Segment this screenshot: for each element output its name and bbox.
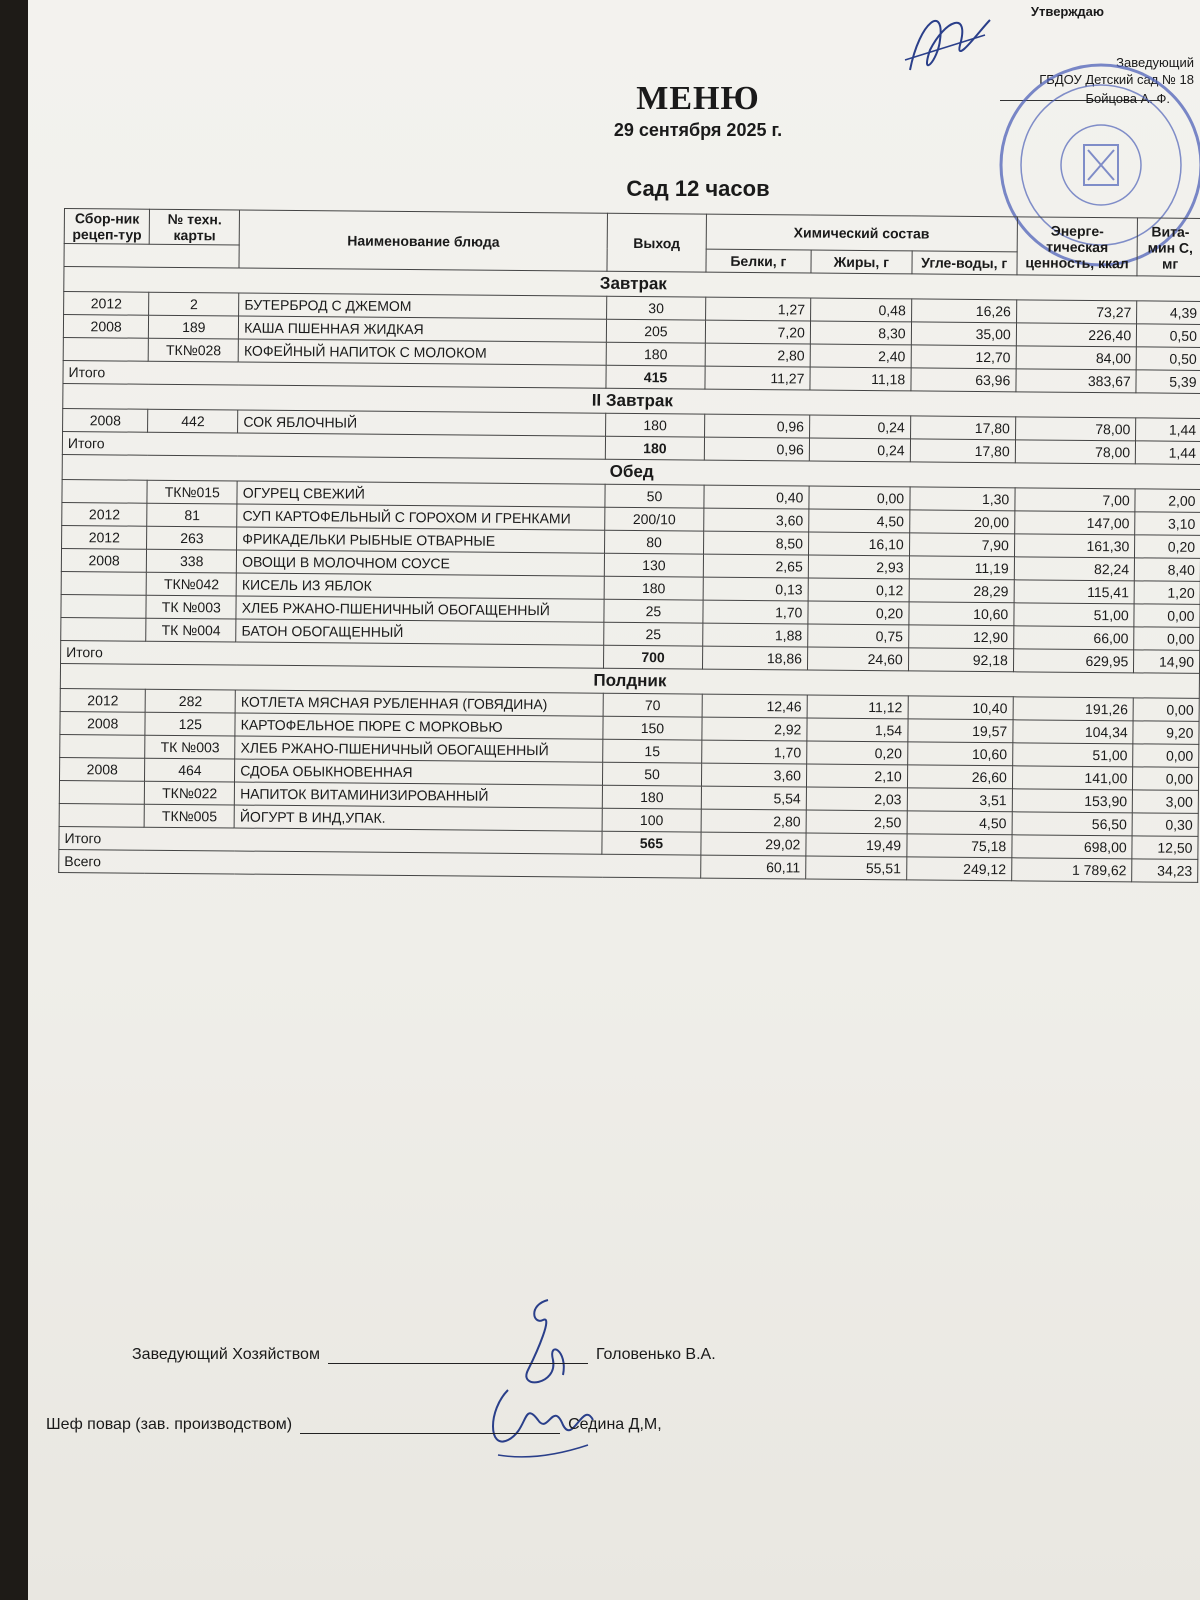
header-output: Выход (607, 213, 706, 272)
tech-card-number: ТК№015 (147, 480, 237, 504)
dish-name: КОФЕЙНЫЙ НАПИТОК С МОЛОКОМ (238, 339, 606, 365)
vitamin-c-value: 3,10 (1135, 512, 1200, 536)
carbs-value: 10,60 (907, 742, 1012, 766)
page-title: МЕНЮ (636, 80, 760, 117)
total-protein: 18,86 (702, 646, 807, 670)
menu-date: 29 сентября 2025 г. (613, 120, 783, 140)
fat-value: 11,12 (807, 695, 908, 719)
total-protein: 0,96 (704, 437, 809, 461)
energy-value: 7,00 (1015, 488, 1136, 512)
recipe-collection: 2012 (60, 688, 146, 712)
total-vitamin-c: 14,90 (1134, 650, 1200, 674)
recipe-collection: 2012 (64, 292, 150, 316)
dish-name: КОТЛЕТА МЯСНАЯ РУБЛЕННАЯ (ГОВЯДИНА) (235, 690, 603, 716)
vitamin-c-value: 0,00 (1133, 767, 1199, 791)
total-protein: 11,27 (705, 366, 810, 390)
dish-output: 15 (603, 739, 702, 763)
total-energy: 78,00 (1015, 440, 1136, 464)
dish-output: 30 (607, 296, 706, 320)
vitamin-c-value: 8,40 (1135, 558, 1200, 582)
tech-card-number: 2 (149, 292, 239, 316)
vitamin-c-value: 0,00 (1133, 698, 1199, 722)
grand-total-fat: 55,51 (806, 856, 907, 880)
signature-line (328, 1345, 588, 1364)
grand-total-vitamin-c: 34,23 (1132, 859, 1198, 883)
energy-value: 51,00 (1012, 743, 1133, 767)
total-label: Итого (61, 640, 604, 668)
menu-subtitle: Сад 12 часов (626, 176, 770, 201)
tech-card-number: ТК№022 (145, 781, 235, 805)
vitamin-c-value: 4,39 (1137, 301, 1200, 325)
fat-value: 0,75 (808, 624, 909, 648)
protein-value: 2,80 (701, 809, 806, 833)
recipe-collection: 2012 (62, 502, 148, 526)
section-title: Завтрак (64, 267, 1200, 302)
dish-name: ОГУРЕЦ СВЕЖИЙ (237, 481, 605, 507)
carbs-value: 16,26 (911, 299, 1016, 323)
dish-output: 180 (602, 785, 701, 809)
vitamin-c-value: 0,00 (1133, 744, 1199, 768)
energy-value: 161,30 (1014, 534, 1135, 558)
header-empty-cell (64, 244, 239, 269)
dish-name: КИСЕЛЬ ИЗ ЯБЛОК (236, 573, 604, 599)
total-fat: 19,49 (806, 833, 907, 857)
dish-output: 70 (603, 693, 702, 717)
vitamin-c-value: 2,00 (1135, 489, 1200, 513)
carbs-value: 10,60 (909, 602, 1014, 626)
carbs-value: 12,70 (911, 345, 1016, 369)
total-vitamin-c: 1,44 (1136, 441, 1200, 465)
vitamin-c-value: 0,50 (1137, 324, 1200, 348)
total-energy: 629,95 (1013, 649, 1134, 673)
signature-name: Головенько В.А. (595, 1346, 716, 1363)
energy-value: 66,00 (1013, 626, 1134, 650)
header-vitamin-c: Вита-мин С, мг (1137, 218, 1200, 277)
total-output: 700 (604, 645, 703, 669)
dish-name: СОК ЯБЛОЧНЫЙ (238, 410, 606, 436)
total-carbs: 92,18 (908, 648, 1013, 672)
dish-output: 130 (605, 553, 704, 577)
recipe-collection (59, 803, 145, 827)
protein-value: 0,96 (704, 414, 809, 438)
tech-card-number: 338 (147, 549, 237, 573)
total-energy: 383,67 (1016, 369, 1137, 393)
protein-value: 2,80 (705, 343, 810, 367)
fat-value: 2,10 (806, 764, 907, 788)
protein-value: 3,60 (701, 763, 806, 787)
tech-card-number: ТК №004 (146, 618, 236, 642)
protein-value: 2,65 (703, 554, 808, 578)
dish-name: БУТЕРБРОД С ДЖЕМОМ (239, 293, 607, 319)
menu-body (59, 267, 1200, 883)
recipe-collection (59, 780, 145, 804)
section-title: Обед (62, 454, 1200, 489)
fat-value: 0,24 (809, 415, 910, 439)
protein-value: 2,92 (702, 717, 807, 741)
tech-card-number: 125 (145, 712, 235, 736)
protein-value: 7,20 (705, 320, 810, 344)
energy-value: 191,26 (1013, 697, 1134, 721)
fat-value: 4,50 (809, 509, 910, 533)
recipe-collection: 2008 (63, 315, 149, 339)
energy-value: 78,00 (1015, 417, 1136, 441)
protein-value: 1,27 (705, 297, 810, 321)
dish-name: ФРИКАДЕЛЬКИ РЫБНЫЕ ОТВАРНЫЕ (237, 527, 605, 553)
vitamin-c-value: 9,20 (1133, 721, 1199, 745)
total-carbs: 63,96 (911, 368, 1016, 392)
protein-value: 0,40 (704, 485, 809, 509)
fat-value: 0,20 (807, 741, 908, 765)
menu-sheet (28, 0, 1200, 1600)
signature-housekeeper (132, 1345, 716, 1364)
fat-value: 2,50 (806, 810, 907, 834)
recipe-collection (61, 594, 147, 618)
dish-output: 205 (607, 319, 706, 343)
vitamin-c-value: 1,20 (1134, 581, 1200, 605)
dish-output: 150 (603, 716, 702, 740)
dish-name: ХЛЕБ РЖАНО-ПШЕНИЧНЫЙ ОБОГАЩЕННЫЙ (236, 596, 604, 622)
dish-name: КАРТОФЕЛЬНОЕ ПЮРЕ С МОРКОВЬЮ (235, 713, 603, 739)
dish-output: 50 (605, 484, 704, 508)
recipe-collection (63, 337, 149, 361)
tech-card-number: 189 (149, 315, 239, 339)
header-dish-name: Наименование блюда (239, 210, 607, 271)
protein-value: 12,46 (702, 694, 807, 718)
energy-value: 104,34 (1013, 720, 1134, 744)
grand-total-protein: 60,11 (700, 855, 805, 879)
carbs-value: 17,80 (910, 416, 1015, 440)
tech-card-number: 81 (147, 503, 237, 527)
dish-output: 80 (605, 530, 704, 554)
total-carbs: 17,80 (910, 439, 1015, 463)
energy-value: 141,00 (1012, 766, 1133, 790)
recipe-collection: 2012 (62, 525, 148, 549)
approval-word: Утверждаю (1030, 4, 1104, 19)
tech-card-number: 464 (145, 758, 235, 782)
carbs-value: 11,19 (909, 556, 1014, 580)
dish-name: ХЛЕБ РЖАНО-ПШЕНИЧНЫЙ ОБОГАЩЕННЫЙ (235, 736, 603, 762)
signature-role: Шеф повар (зав. производством) (46, 1416, 293, 1433)
recipe-collection: 2008 (60, 757, 146, 781)
signature-line (300, 1415, 560, 1434)
carbs-value: 19,57 (908, 719, 1013, 743)
total-fat: 11,18 (810, 367, 911, 391)
recipe-collection: 2008 (63, 408, 149, 432)
dish-output: 180 (606, 413, 705, 437)
total-output: 565 (602, 831, 701, 855)
total-vitamin-c: 12,50 (1132, 836, 1198, 860)
carbs-value: 3,51 (907, 788, 1012, 812)
total-label: Итого (62, 431, 605, 459)
header-fat: Жиры, г (811, 250, 912, 274)
dish-name: КАША ПШЕННАЯ ЖИДКАЯ (239, 316, 607, 342)
header-chemical: Химический состав (706, 214, 1017, 252)
fat-value: 0,20 (808, 601, 909, 625)
total-protein: 29,02 (701, 832, 806, 856)
recipe-collection: 2008 (60, 711, 146, 735)
vitamin-c-value: 0,20 (1135, 535, 1200, 559)
fat-value: 0,48 (810, 298, 911, 322)
tech-card-number: 282 (146, 689, 236, 713)
dish-output: 25 (604, 599, 703, 623)
carbs-value: 20,00 (909, 510, 1014, 534)
dish-output: 180 (606, 342, 705, 366)
menu-table (58, 208, 1200, 883)
vitamin-c-value: 0,00 (1134, 627, 1200, 651)
tech-card-number: 263 (147, 526, 237, 550)
fat-value: 2,40 (810, 344, 911, 368)
section-title: Полдник (60, 663, 1199, 698)
vitamin-c-value: 0,30 (1132, 813, 1198, 837)
recipe-collection (61, 571, 147, 595)
fat-value: 0,12 (808, 578, 909, 602)
total-label: Итого (59, 826, 602, 854)
total-vitamin-c: 5,39 (1136, 370, 1200, 394)
energy-value: 115,41 (1014, 580, 1135, 604)
fat-value: 2,03 (806, 787, 907, 811)
energy-value: 226,40 (1016, 323, 1137, 347)
dish-output: 200/10 (605, 507, 704, 531)
energy-value: 153,90 (1012, 789, 1133, 813)
dish-output: 180 (604, 576, 703, 600)
recipe-collection (62, 479, 148, 503)
dish-name: СУП КАРТОФЕЛЬНЫЙ С ГОРОХОМ И ГРЕНКАМИ (237, 504, 605, 530)
fat-value: 0,00 (809, 486, 910, 510)
grand-total-label: Всего (59, 849, 701, 878)
energy-value: 84,00 (1016, 346, 1137, 370)
carbs-value: 12,90 (908, 625, 1013, 649)
tech-card-number: ТК№042 (147, 572, 237, 596)
director-signature-icon (890, 0, 1000, 90)
protein-value: 1,70 (703, 600, 808, 624)
header-protein: Белки, г (706, 249, 811, 273)
header-carbs: Угле-воды, г (912, 251, 1017, 275)
total-label: Итого (63, 360, 606, 388)
approval-org: ГБДОУ Детский сад № 18 (1039, 72, 1194, 87)
signature-chef (46, 1415, 662, 1434)
carbs-value: 28,29 (909, 579, 1014, 603)
dish-name: ОВОЩИ В МОЛОЧНОМ СОУСЕ (237, 550, 605, 576)
energy-value: 82,24 (1014, 557, 1135, 581)
fat-value: 2,93 (808, 555, 909, 579)
carbs-value: 10,40 (908, 696, 1013, 720)
dish-name: ЙОГУРТ В ИНД,УПАК. (234, 805, 602, 831)
dish-output: 50 (603, 762, 702, 786)
total-energy: 698,00 (1012, 835, 1133, 859)
vitamin-c-value: 0,50 (1136, 347, 1200, 371)
total-fat: 0,24 (809, 438, 910, 462)
carbs-value: 26,60 (907, 765, 1012, 789)
protein-value: 1,70 (701, 740, 806, 764)
recipe-collection: 2008 (61, 548, 147, 572)
protein-value: 1,88 (702, 623, 807, 647)
section-title: II Завтрак (63, 383, 1200, 418)
tech-card-number: ТК №003 (146, 595, 236, 619)
carbs-value: 1,30 (910, 487, 1015, 511)
dish-output: 100 (602, 808, 701, 832)
dish-output: 25 (604, 622, 703, 646)
tech-card-number: ТК№005 (145, 804, 235, 828)
recipe-collection (60, 734, 146, 758)
total-fat: 24,60 (807, 647, 908, 671)
carbs-value: 4,50 (907, 811, 1012, 835)
fat-value: 1,54 (807, 718, 908, 742)
header-card-number: № техн. карты (150, 209, 240, 245)
vitamin-c-value: 3,00 (1132, 790, 1198, 814)
approval-position: Заведующий (1116, 55, 1194, 70)
vitamin-c-value: 1,44 (1136, 418, 1200, 442)
header-energy: Энерге-тическая ценность, ккал (1017, 217, 1138, 276)
vitamin-c-value: 0,00 (1134, 604, 1200, 628)
dish-name: БАТОН ОБОГАЩЕННЫЙ (236, 619, 604, 645)
total-output: 180 (606, 436, 705, 460)
energy-value: 73,27 (1016, 300, 1137, 324)
signature-role: Заведующий Хозяйством (132, 1346, 320, 1363)
dish-name: СДОБА ОБЫКНОВЕННАЯ (235, 759, 603, 785)
protein-value: 3,60 (703, 508, 808, 532)
total-carbs: 75,18 (907, 834, 1012, 858)
grand-total-energy: 1 789,62 (1011, 858, 1132, 882)
fat-value: 16,10 (808, 532, 909, 556)
energy-value: 51,00 (1014, 603, 1135, 627)
fat-value: 8,30 (810, 321, 911, 345)
carbs-value: 35,00 (911, 322, 1016, 346)
grand-total-carbs: 249,12 (906, 857, 1011, 881)
recipe-collection (61, 617, 147, 641)
tech-card-number: ТК№028 (149, 338, 239, 362)
approval-name: Бойцова А. Ф. (1085, 91, 1170, 106)
tech-card-number: 442 (148, 409, 238, 433)
carbs-value: 7,90 (909, 533, 1014, 557)
protein-value: 8,50 (703, 531, 808, 555)
energy-value: 56,50 (1012, 812, 1133, 836)
protein-value: 5,54 (701, 786, 806, 810)
energy-value: 147,00 (1014, 511, 1135, 535)
tech-card-number: ТК №003 (145, 735, 235, 759)
header-collection: Сбор-ник рецеп-тур (64, 209, 150, 245)
dish-name: НАПИТОК ВИТАМИНИЗИРОВАННЫЙ (235, 782, 603, 808)
signature-name: Седина Д,М, (568, 1416, 662, 1433)
total-output: 415 (606, 365, 705, 389)
protein-value: 0,13 (703, 577, 808, 601)
